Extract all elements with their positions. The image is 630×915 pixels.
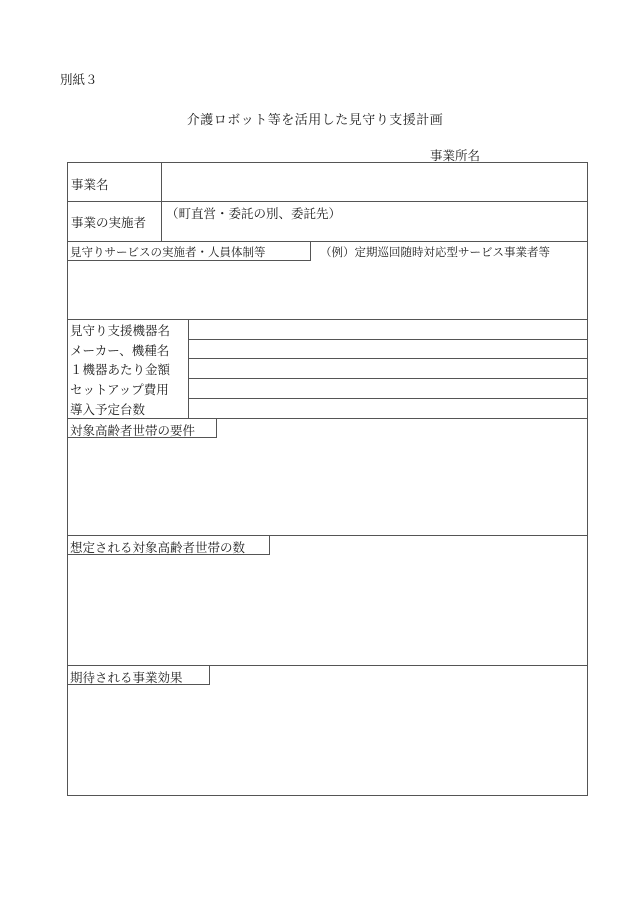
row-divider [188, 398, 588, 399]
row-divider [67, 319, 588, 320]
row-divider [188, 358, 588, 359]
unit-price-label: １機器あたり金額 [70, 362, 171, 377]
annex-label: 別紙３ [60, 72, 98, 87]
document-title: 介護ロボット等を活用した見守り支援計画 [186, 113, 444, 128]
equipment-name-label: 見守り支援機器名 [70, 323, 171, 338]
expected-households-label: 想定される対象高齢者世帯の数 [70, 540, 246, 555]
row-divider [188, 378, 588, 379]
implementer-note: （町直営・委託の別、委託先） [166, 206, 342, 221]
expected-effect-label: 期待される事業効果 [70, 670, 183, 685]
setup-cost-label: セットアップ費用 [70, 382, 169, 397]
implementer-label: 事業の実施者 [71, 215, 147, 230]
service-provider-label: 見守りサービスの実施者・人員体制等 [70, 245, 266, 259]
project-name-label: 事業名 [71, 177, 109, 192]
maker-model-label: メーカー、機種名 [70, 343, 170, 358]
target-requirements-label: 対象高齢者世帯の要件 [70, 423, 196, 438]
row-divider [188, 339, 588, 340]
column-divider [188, 319, 189, 418]
column-divider [161, 162, 162, 242]
office-name-label: 事業所名 [430, 148, 481, 163]
service-provider-example: （例）定期巡回随時対応型サービス事業者等 [320, 245, 550, 259]
planned-units-label: 導入予定台数 [70, 402, 146, 417]
row-divider [67, 201, 588, 202]
